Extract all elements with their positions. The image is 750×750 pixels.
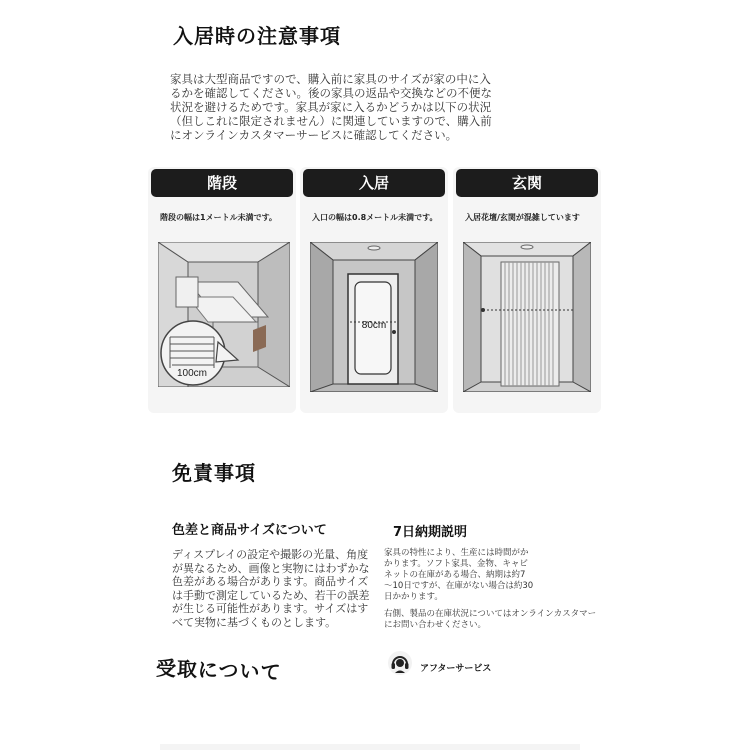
card-entrance — [300, 167, 448, 413]
delivery-body — [384, 548, 634, 631]
color-size-line: は手動で測定しているため、若干の誤差 — [172, 588, 370, 602]
color-size-title: 色差と商品サイズについて — [172, 523, 327, 538]
card-title: 入居 — [303, 169, 445, 197]
color-size-line: が生じる可能性があります。サイズはす — [172, 602, 369, 615]
delivery-line: 〜10日ですが、在庫がない場合は約30 — [384, 581, 534, 591]
delivery-line: にお問い合わせください。 — [384, 620, 487, 630]
color-size-line: 色差がある場合があります。商品サイズ — [172, 575, 369, 588]
stairs-measure-label: 100cm — [176, 368, 208, 379]
card-desc: 階段の幅は1メートル未満です。 — [160, 213, 277, 222]
notice-line: るかを確認してください。後の家具の返品や交換などの不便な — [170, 86, 492, 100]
stairs-illustration — [158, 242, 290, 387]
color-size-body — [172, 548, 387, 629]
card-desc: 入居花壇/玄関が混雑しています — [465, 213, 580, 222]
after-service-label: アフターサービス — [420, 664, 492, 674]
card-title: 玄関 — [456, 169, 598, 197]
delivery-line: かります。ソフト家具、金物、キャビ — [384, 559, 528, 569]
delivery-line: 日かかります。 — [384, 592, 443, 602]
color-size-line: ディスプレイの設定や撮影の光量、角度 — [172, 548, 369, 561]
delivery-title: 7日納期説明 — [393, 525, 468, 540]
card-foyer — [453, 167, 601, 413]
foyer-illustration — [463, 242, 591, 392]
door-measure-label: 80cm — [361, 320, 387, 331]
receipt-title: 受取について — [155, 656, 282, 685]
bottom-divider — [160, 744, 580, 750]
card-title: 階段 — [151, 169, 293, 197]
headset-icon — [387, 650, 413, 676]
notice-body — [170, 72, 570, 142]
screen-panels — [501, 262, 559, 386]
notice-line: 家具は大型商品ですので、購入前に家具のサイズが家の中に入 — [170, 72, 491, 86]
card-stairs — [148, 167, 296, 413]
notice-line: 状況を避けるためです。家具が家に入るかどうかは以下の状況 — [170, 100, 492, 114]
notice-title: 入居時の注意事項 — [173, 24, 341, 48]
disclaimer-title: 免責事項 — [172, 461, 256, 485]
color-size-line: が異なるため、画像と実物にはわずかな — [172, 561, 370, 575]
notice-line: （但しこれに限定されません）に関連していますので、購入前 — [170, 114, 492, 128]
delivery-line: 右側、製品の在庫状況についてはオンラインカスタマー — [384, 609, 597, 619]
delivery-line: 家具の特性により、生産には時間がか — [384, 548, 529, 558]
color-size-line: べて実物に基づくものとします。 — [172, 615, 337, 629]
notice-line: にオンラインカスタマーサービスに確認してください。 — [170, 128, 458, 142]
door-illustration — [310, 242, 438, 392]
delivery-line: ネットの在庫がある場合、納期は約7 — [384, 570, 526, 580]
card-desc: 入口の幅は0.8メートル未満です。 — [312, 213, 438, 222]
